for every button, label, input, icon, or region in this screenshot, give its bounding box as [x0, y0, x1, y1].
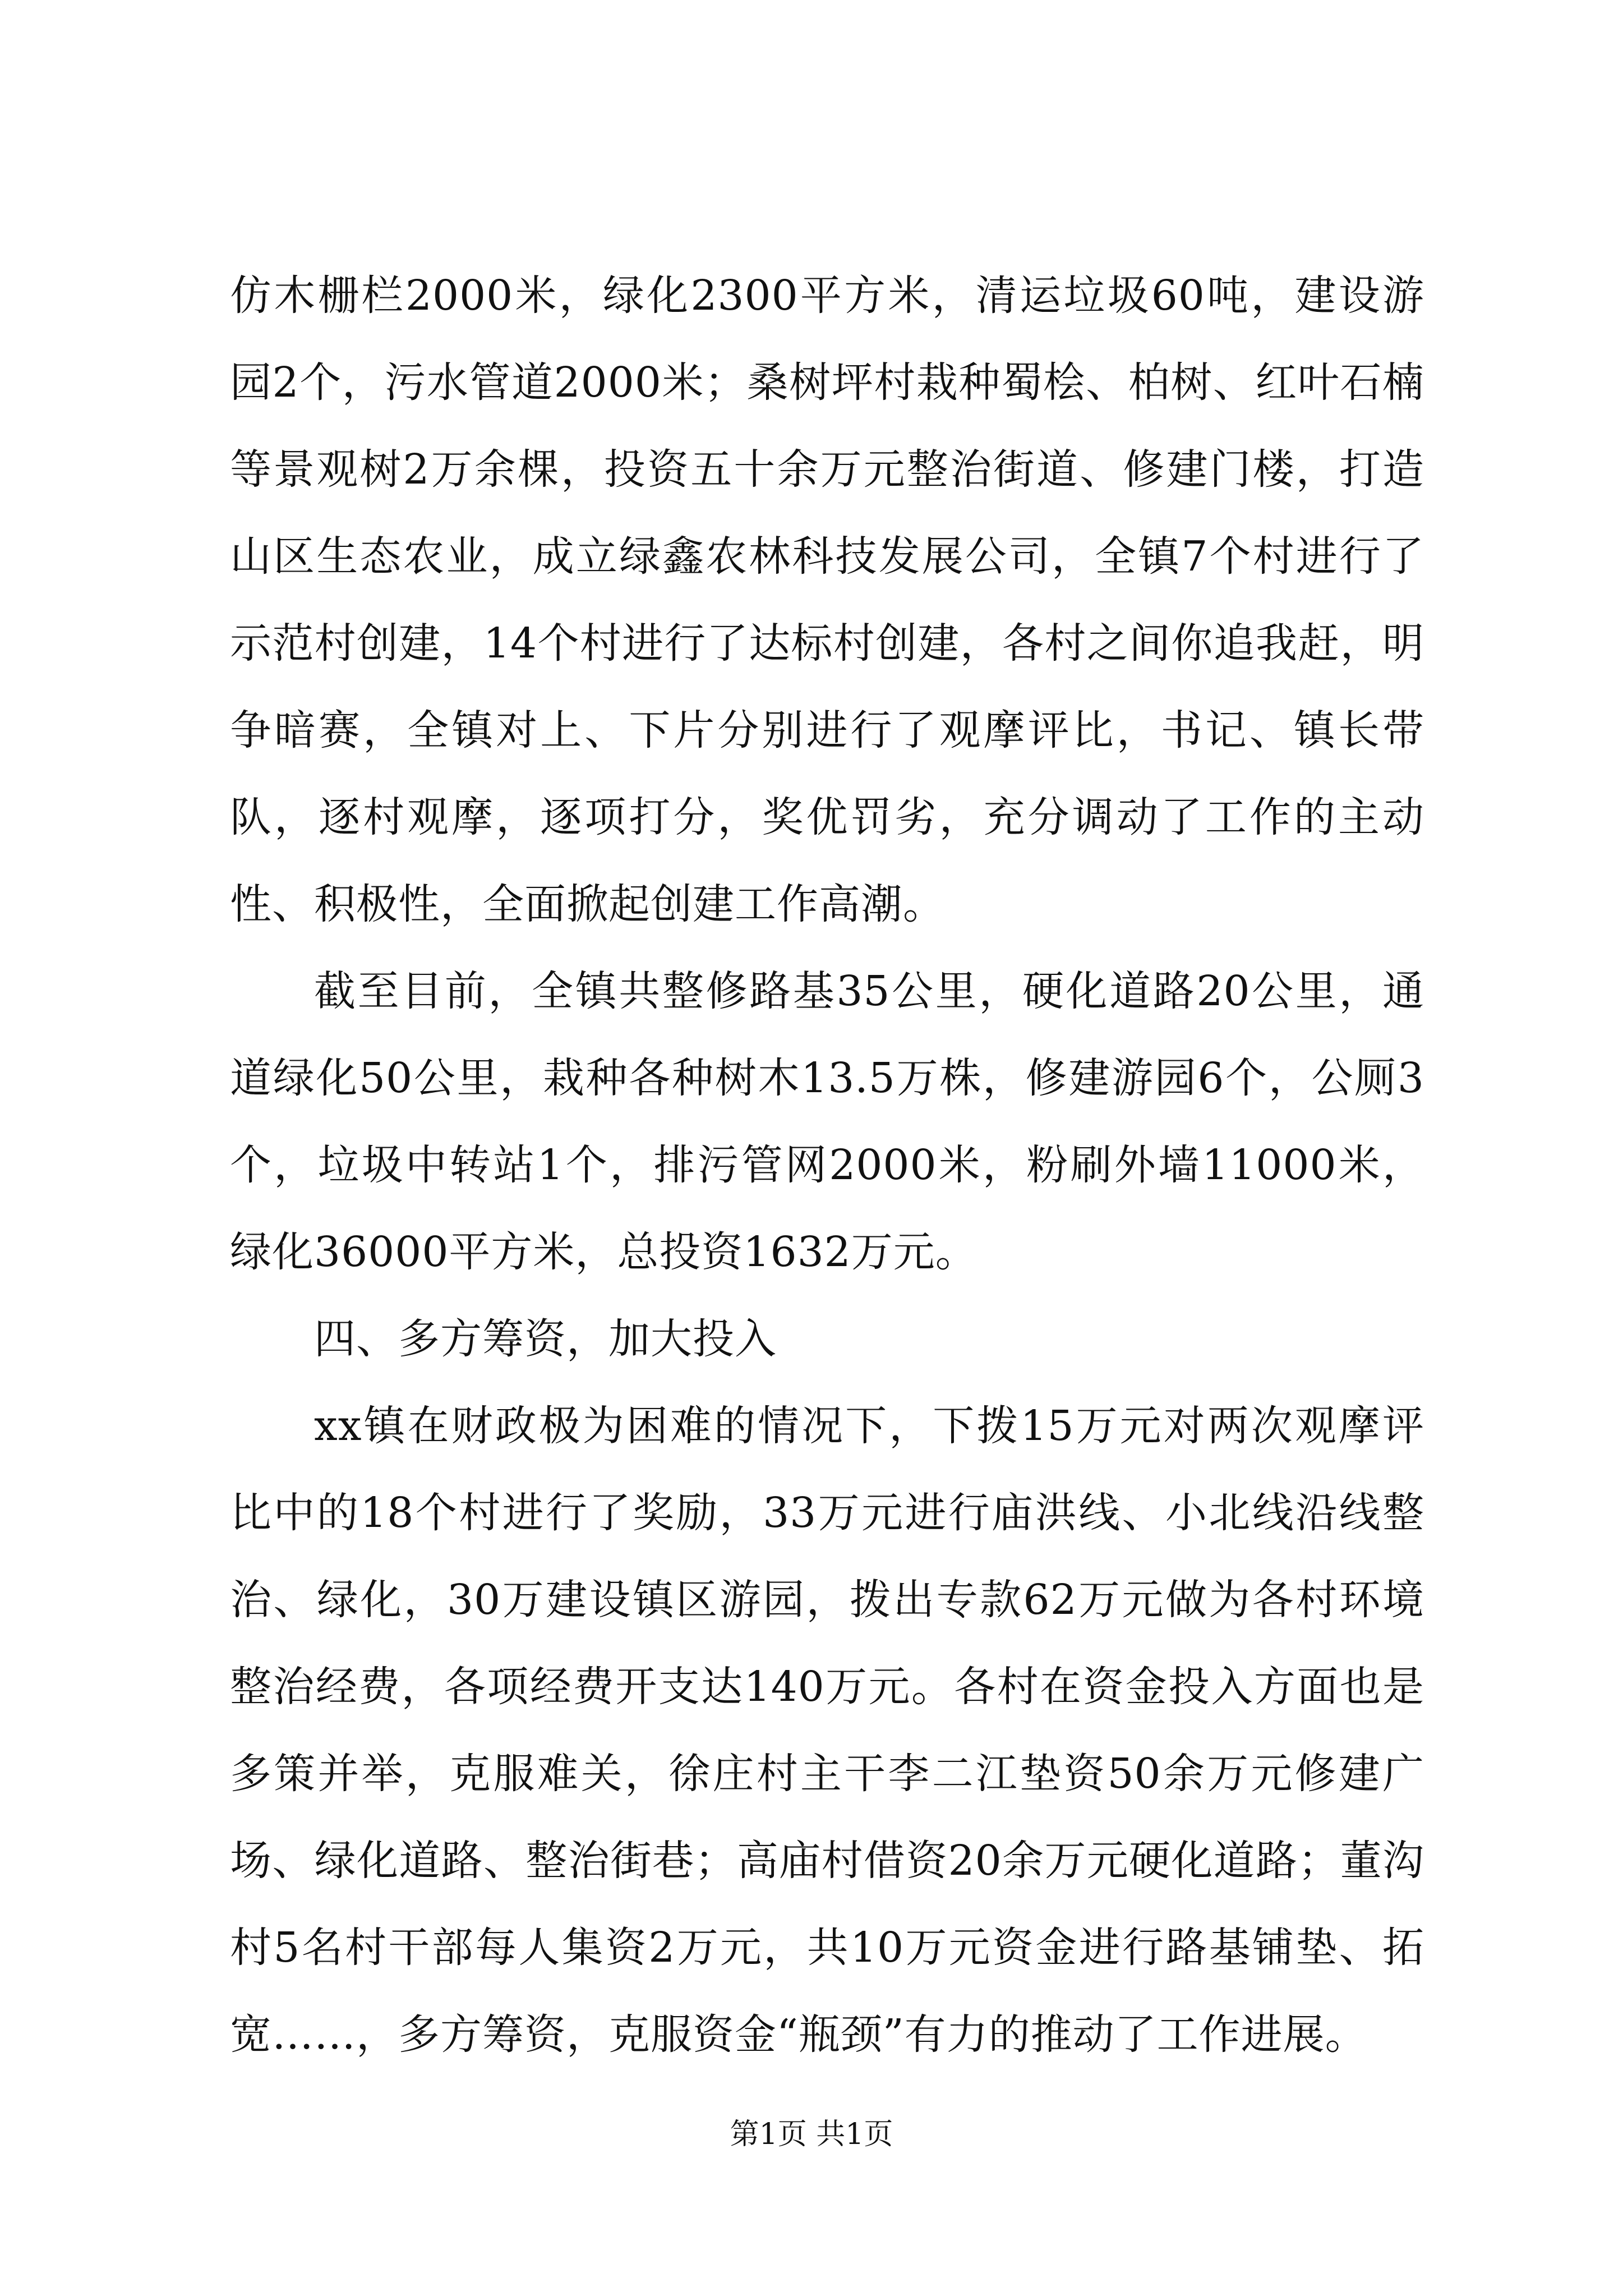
paragraph-progress-summary: 截至目前，全镇共整修路基35公里，硬化道路20公里，通道绿化50公里，栽种各种树木13.5万株，修建游园6个，公厕3个，垃圾中转站1个，排污管网2000米，粉刷外墙11000米，绿化36000平方米，总投资1632万元。	[230, 967, 1424, 1276]
paragraph-funding-details: xx镇在财政极为困难的情况下，下拨15万元对两次观摩评比中的18个村进行了奖励，33万元进行庙洪线、小北线沿线整治、绿化，30万建设镇区游园，拨出专款62万元做为各村环境整治经费，各项经费开支达140万元。各村在资金投入方面也是多策并举，克服难关，徐庄村主干李二江垫资50余万元修建广场、绿化道路、整治街巷；高庙村借资20余万元硬化道路；董沟村5名村干部每人集资2万元，共10万元资金进行路基铺垫、拓宽……，多方筹资，克服资金“瓶颈”有力的推动了工作进展。	[230, 1402, 1424, 2059]
page-number-footer: 第1页 共1页	[730, 2118, 893, 2151]
paragraph-continuation: 仿木栅栏2000米，绿化2300平方米，清运垃圾60吨，建设游园2个，污水管道2000米；桑树坪村栽种蜀桧、柏树、红叶石楠等景观树2万余棵，投资五十余万元整治街道、修建门楼，打造山区生态农业，成立绿鑫农林科技发展公司，全镇7个村进行了示范村创建，14个村进行了达标村创建，各村之间你追我赶，明争暗赛，全镇对上、下片分别进行了观摩评比，书记、镇长带队，逐村观摩，逐项打分，奖优罚劣，充分调动了工作的主动性、积极性，全面掀起创建工作高潮。	[230, 272, 1424, 928]
document-body	[230, 252, 1424, 2078]
section-heading-funding: 四、多方筹资，加大投入	[314, 1315, 777, 1363]
